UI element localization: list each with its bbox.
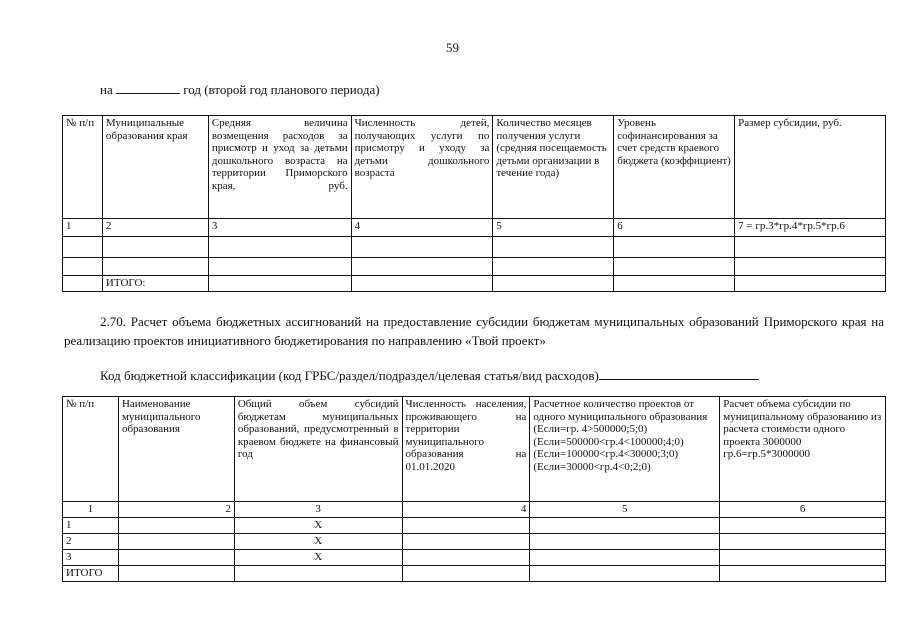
t1-num-1: 1 [63,219,103,237]
t1-num-7: 7 = гр.3*гр.4*гр.5*гр.6 [735,219,886,237]
t1-header-cofinancing: Уровень софинансирования за счет средств краевого бюджета (коэффициент) [614,116,735,219]
subsidy-table-1 [62,115,886,292]
year-blank [116,93,180,94]
t2-num-3: 3 [234,502,402,518]
t2-header-population: Численность населения, проживающего на территории муниципального образования на 01.01.2020 [402,397,530,502]
table-row [63,258,886,276]
t2-header-total-subsidy: Общий объем субсидий бюджетам муниципальных образований, предусмотренный в краевом бюджете на финансовый год [234,397,402,502]
t2-row-x: X [234,534,402,550]
table1-total-row [63,276,886,292]
period-prefix: на [100,82,113,97]
t1-header-avg-compensation: Средняя величина возмещения расходов за присмотр и уход за детьми дошкольного возраста на территории Приморского края, руб. [208,116,351,219]
t2-row-num: 2 [63,534,119,550]
t2-row-x: X [234,550,402,566]
section-2-70-paragraph: 2.70. Расчет объема бюджетных ассигнований на предоставление субсидии бюджетам муниципальных образований Приморского края на реализацию проектов инициативного бюджетирования по направлению «Твой проект» [64,314,884,348]
t2-num-6: 6 [720,502,886,518]
period-suffix: год (второй год планового периода) [183,82,380,97]
t1-num-2: 2 [102,219,208,237]
t2-header-subsidy-calc: Расчет объема субсидии по муниципальному образованию из расчета стоимости одного проекта 3000000 гр.6=гр.5*3000000 [720,397,886,502]
table-row [63,534,886,550]
t1-num-5: 5 [493,219,614,237]
t1-header-subsidy-size: Размер субсидии, руб. [735,116,886,219]
t2-header-project-count: Расчетное количество проектов от одного муниципального образования (Если=гр. 4>500000;5;0) (Если=500000<гр.4<100000;4;0) (Если=100000<гр.4<30000;3;0) (Если=30000<гр.4<0;2;0) [530,397,720,502]
t2-header-num: № п/п [63,397,119,502]
table1-number-row [63,219,886,237]
t2-num-5: 5 [530,502,720,518]
t1-header-num: № п/п [63,116,103,219]
t1-num-3: 3 [208,219,351,237]
t2-row-num: 3 [63,550,119,566]
t2-header-municipality: Наименование муниципального образования [118,397,234,502]
t2-row-x: X [234,518,402,534]
t2-num-2: 2 [118,502,234,518]
t1-total-label: ИТОГО: [102,276,208,292]
kbk-line [100,368,759,384]
t2-num-1: 1 [63,502,119,518]
t2-row-num: 1 [63,518,119,534]
kbk-label: Код бюджетной классификации (код ГРБС/раздел/подраздел/целевая статья/вид расходов) [100,368,599,383]
table1-header-row [63,116,886,219]
subsidy-table-2 [62,396,886,582]
table2-header-row [63,397,886,502]
table2-number-row [63,502,886,518]
t1-num-4: 4 [351,219,493,237]
t2-num-4: 4 [402,502,530,518]
table2-total-row [63,566,886,582]
t1-header-children-count: Численность детей, получающих услуги по присмотру и уходу за детьми дошкольного возраста [351,116,493,219]
t1-num-6: 6 [614,219,735,237]
page-number: 59 [446,40,459,55]
period-heading [100,82,380,98]
t1-header-months: Количество месяцев получения услуги (средняя посещаемость детьми организации в течение года) [493,116,614,219]
kbk-blank [599,379,759,380]
table-row [63,237,886,258]
table-row [63,550,886,566]
t2-total-label: ИТОГО [63,566,119,582]
table-row [63,518,886,534]
t1-header-municipality: Муниципальные образования края [102,116,208,219]
